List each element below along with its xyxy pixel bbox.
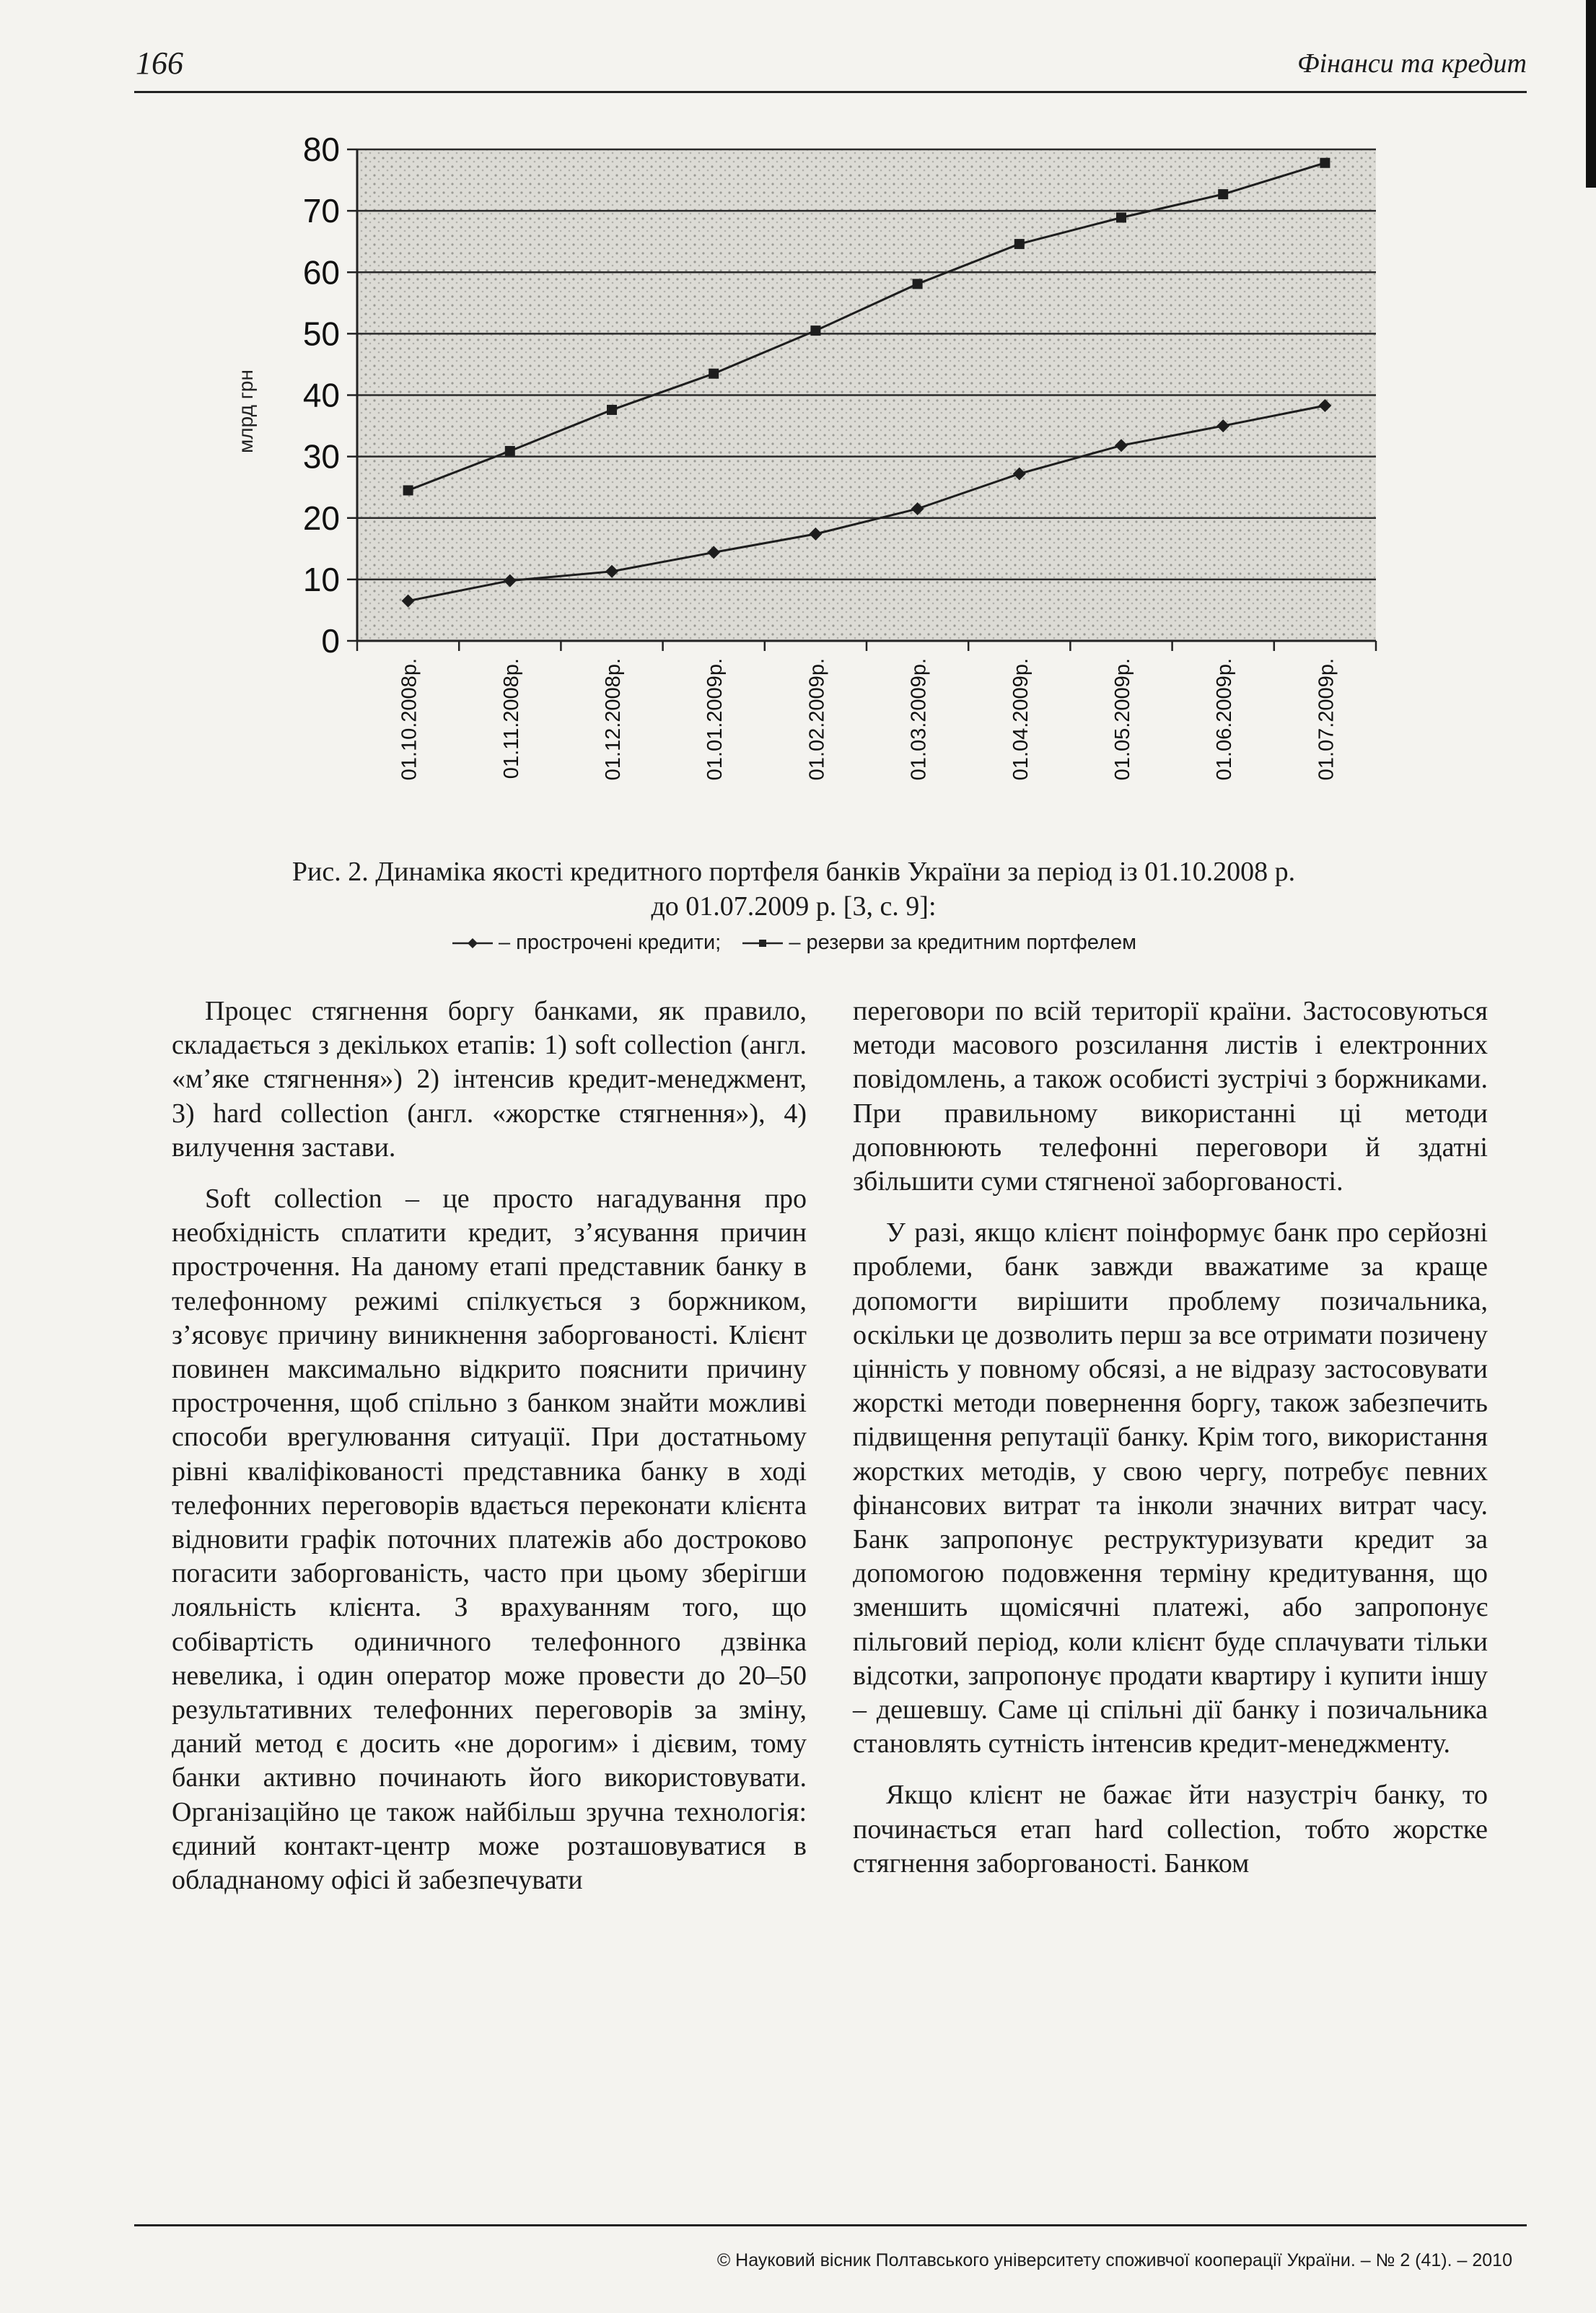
data-point-reserves — [709, 369, 719, 379]
header-rule — [134, 91, 1527, 93]
y-tick-label: 50 — [302, 315, 340, 353]
paragraph: Якщо клієнт не бажає йти назустріч банку, то починається етап hard collection, тобто жорстке стягнення заборгованості. Банком — [853, 1780, 1488, 1879]
paragraph: У разі, якщо клієнт поінформує банк про серйозні проблеми, банк завжди вважатиме за краще допомогти вирішити проблему позичальника, оскільки це дозволить перш за все отримати позичену цінність у повному обсязі, а не відразу застосовувати жорсткі методи повернення боргу, також забезпечить підвищення репутації банку. Крім того, використання жорстких методів, у свою чергу, потребує певних фінансових витрат та інколи значних витрат часу. Банк запропонує реструктуризувати кредит за допомогою подовження терміну кредитування, що зменшить щомісячні платежі, або запропонує пільговий період, коли клієнт буде сплачувати тільки відсотки, запропонує продати квартиру і купити іншу – дешевшу. Саме ці спільні дії банку і позичальника становлять сутність інтенсив кредит-менеджменту. — [853, 1217, 1488, 1759]
line-chart — [216, 130, 1443, 823]
data-point-reserves — [913, 279, 923, 289]
y-tick-label: 40 — [302, 376, 340, 414]
journal-footer: © Науковий вісник Полтавського університету споживчої кооперації України. – № 2 (41). – 2010 — [716, 2250, 1512, 2270]
legend-item-overdue — [451, 931, 721, 955]
data-point-reserves — [1116, 212, 1126, 222]
figure-caption-line-2: до 01.07.2009 р. [3, с. 9]: — [651, 891, 937, 922]
y-tick-label: 70 — [302, 192, 340, 230]
paragraph: Процес стягнення боргу банками, як правило, складається з декількох етапів: 1) soft collection (англ. «м’яке стягнення») 2) інтенсив кредит-менеджмент, 3) hard collection (англ. «жорстке стягнення»), 4) вилучення застави. — [172, 996, 807, 1163]
running-title: Фінанси та кредит — [1297, 48, 1527, 79]
x-tick-labels — [398, 658, 1338, 780]
legend-label-reserves: – резерви за кредитним портфелем — [789, 931, 1137, 954]
legend-item-reserves — [741, 931, 1136, 955]
data-point-reserves — [607, 405, 617, 415]
x-tick-label: 01.11.2008р. — [499, 658, 523, 779]
diamond-marker-icon — [451, 936, 494, 950]
y-tick-label: 10 — [302, 560, 340, 598]
data-point-reserves — [403, 485, 413, 495]
data-point-reserves — [505, 446, 515, 456]
x-tick-label: 01.03.2009р. — [907, 658, 931, 781]
legend-label-overdue: – прострочені кредити; — [498, 931, 722, 954]
body-column-right — [853, 994, 1488, 1881]
square-marker-icon — [741, 936, 784, 950]
data-point-reserves — [810, 325, 820, 336]
scan-edge — [1586, 0, 1596, 188]
paragraph: Soft collection – це просто нагадування про необхідність сплатити кредит, з’ясування причин прострочення. На даному етапі представник банку в телефонному режимі спілкується з боржником, з’ясовує причину виникнення заборгованості. Клієнт повинен максимально відкрито пояснити причину прострочення, щоб спільно з банком знайти можливі способи врегулювання ситуації. При достатньому рівні кваліфікованості представника банку в ході телефонних переговорів вдається переконати клієнта відновити графік поточних платежів або достроково погасити заборгованість, часто при цьому зберігши лояльність клієнта. З врахуванням того, що собівартість одиничного телефонного дзвінка невелика, і один оператор може провести до 20–50 результативних телефонних переговорів за зміну, даний метод є досить «не дорогим» і дієвим, тому банки активно починають його використовувати. Організаційно це також найбільш зручна технологія: єдиний контакт-центр може розташовуватися в обладнаному офісі й забезпечувати — [172, 1184, 807, 1896]
x-tick-label: 01.05.2009р. — [1111, 658, 1134, 781]
data-point-reserves — [1218, 189, 1228, 199]
chart-legend — [144, 931, 1443, 955]
x-tick-label: 01.01.2009р. — [703, 658, 727, 781]
x-tick-label: 01.02.2009р. — [805, 658, 829, 781]
x-tick-label: 01.07.2009р. — [1315, 658, 1338, 781]
footer-rule — [134, 2224, 1527, 2226]
y-tick-label: 30 — [302, 437, 340, 476]
x-tick-label: 01.06.2009р. — [1213, 658, 1237, 781]
y-tick-label: 0 — [321, 622, 340, 660]
y-tick-label: 80 — [302, 131, 340, 168]
data-point-reserves — [1014, 239, 1025, 249]
paragraph: переговори по всій території країни. Застосовуються методи масового розсилання листів і електронних повідомлень, а також особисті зустрічі з боржниками. При правильному використанні ці методи доповнюють телефонні переговори й здатні збільшити суми стягненої заборгованості. — [853, 996, 1488, 1197]
y-tick-label: 60 — [302, 253, 340, 292]
body-column-left — [172, 994, 807, 1897]
y-tick-label: 20 — [302, 499, 340, 537]
data-point-reserves — [1320, 158, 1330, 168]
figure-caption-line-1: Рис. 2. Динаміка якості кредитного портфеля банків України за період із 01.10.2008 р. — [291, 857, 1296, 887]
x-tick-label: 01.12.2008р. — [602, 658, 625, 781]
y-axis-label: млрд грн — [234, 370, 257, 453]
y-tick-labels — [303, 131, 340, 660]
x-tick-label: 01.04.2009р. — [1009, 658, 1032, 781]
page-number: 166 — [136, 45, 183, 81]
x-tick-label: 01.10.2008р. — [398, 658, 421, 781]
